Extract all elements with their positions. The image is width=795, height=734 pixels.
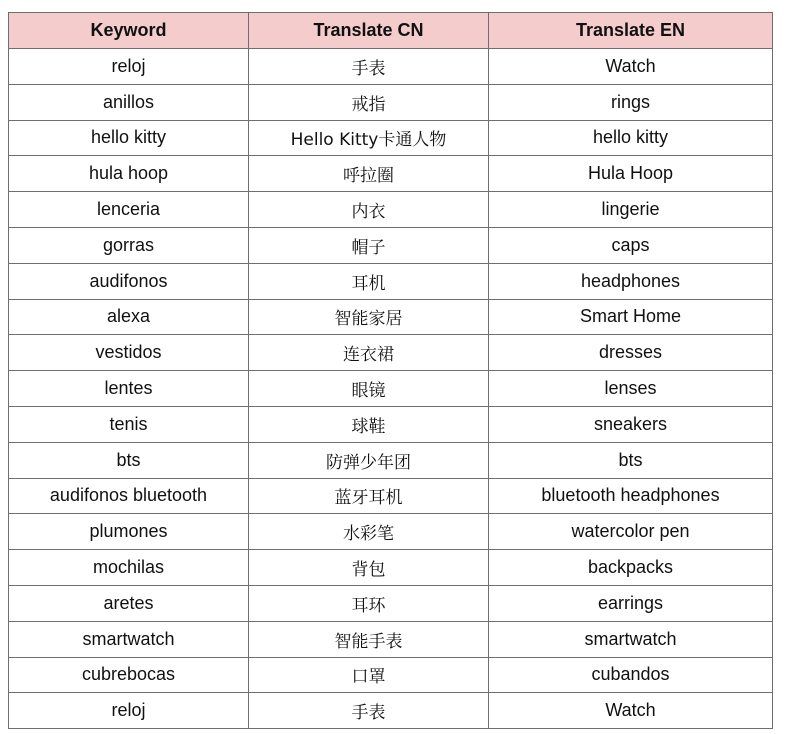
keyword-cell: audifonos (9, 263, 249, 299)
translate-cn-cell: 手表 (249, 693, 489, 729)
translate-en-cell: caps (489, 227, 773, 263)
translate-cn-cell: 蓝牙耳机 (249, 478, 489, 514)
table-row (9, 335, 773, 371)
table-row (9, 371, 773, 407)
translate-en-cell: Hula Hoop (489, 156, 773, 192)
translate-en-cell: lingerie (489, 192, 773, 228)
translate-cn-cell: 手表 (249, 49, 489, 85)
keyword-cell: hula hoop (9, 156, 249, 192)
translate-en-cell: rings (489, 84, 773, 120)
keyword-translation-sheet (8, 12, 772, 729)
translate-en-cell: earrings (489, 585, 773, 621)
table-row (9, 227, 773, 263)
table-row (9, 621, 773, 657)
keyword-cell: lentes (9, 371, 249, 407)
table-row (9, 49, 773, 85)
keyword-cell: vestidos (9, 335, 249, 371)
translate-en-cell: dresses (489, 335, 773, 371)
table-row (9, 693, 773, 729)
keyword-cell: alexa (9, 299, 249, 335)
table-row (9, 84, 773, 120)
translate-en-cell: smartwatch (489, 621, 773, 657)
header-keyword: Keyword (9, 13, 249, 49)
translate-cn-cell: 球鞋 (249, 406, 489, 442)
keyword-cell: lenceria (9, 192, 249, 228)
translate-en-cell: cubandos (489, 657, 773, 693)
translate-en-cell: bts (489, 442, 773, 478)
table-row (9, 192, 773, 228)
table-row (9, 442, 773, 478)
table-row (9, 514, 773, 550)
translate-cn-cell: 眼镜 (249, 371, 489, 407)
table-body (9, 49, 773, 729)
table-row (9, 120, 773, 156)
table-header (9, 13, 773, 49)
table-row (9, 657, 773, 693)
translate-cn-cell: 智能家居 (249, 299, 489, 335)
table-row (9, 263, 773, 299)
translate-en-cell: Watch (489, 49, 773, 85)
keyword-cell: mochilas (9, 550, 249, 586)
translate-cn-cell: 帽子 (249, 227, 489, 263)
table-row (9, 156, 773, 192)
keyword-cell: audifonos bluetooth (9, 478, 249, 514)
translate-cn-cell: 内衣 (249, 192, 489, 228)
translate-cn-cell: 口罩 (249, 657, 489, 693)
keyword-cell: aretes (9, 585, 249, 621)
table-row (9, 299, 773, 335)
keyword-translation-table (8, 12, 773, 729)
keyword-cell: bts (9, 442, 249, 478)
table-row (9, 406, 773, 442)
translate-en-cell: headphones (489, 263, 773, 299)
translate-en-cell: bluetooth headphones (489, 478, 773, 514)
keyword-cell: gorras (9, 227, 249, 263)
header-translate-cn: Translate CN (249, 13, 489, 49)
table-row (9, 478, 773, 514)
keyword-cell: plumones (9, 514, 249, 550)
header-translate-en: Translate EN (489, 13, 773, 49)
header-row (9, 13, 773, 49)
translate-en-cell: backpacks (489, 550, 773, 586)
keyword-cell: hello kitty (9, 120, 249, 156)
table-row (9, 585, 773, 621)
keyword-cell: smartwatch (9, 621, 249, 657)
translate-cn-cell: 呼拉圈 (249, 156, 489, 192)
translate-en-cell: lenses (489, 371, 773, 407)
translate-en-cell: sneakers (489, 406, 773, 442)
translate-en-cell: hello kitty (489, 120, 773, 156)
translate-cn-cell: Hello Kitty卡通人物 (249, 120, 489, 156)
keyword-cell: cubrebocas (9, 657, 249, 693)
translate-cn-cell: 背包 (249, 550, 489, 586)
table-row (9, 550, 773, 586)
translate-cn-cell: 防弹少年团 (249, 442, 489, 478)
keyword-cell: reloj (9, 49, 249, 85)
translate-en-cell: watercolor pen (489, 514, 773, 550)
keyword-cell: reloj (9, 693, 249, 729)
translate-cn-cell: 耳机 (249, 263, 489, 299)
translate-cn-cell: 水彩笔 (249, 514, 489, 550)
keyword-cell: anillos (9, 84, 249, 120)
translate-en-cell: Watch (489, 693, 773, 729)
keyword-cell: tenis (9, 406, 249, 442)
translate-cn-cell: 连衣裙 (249, 335, 489, 371)
translate-cn-cell: 耳环 (249, 585, 489, 621)
translate-cn-cell: 智能手表 (249, 621, 489, 657)
translate-en-cell: Smart Home (489, 299, 773, 335)
translate-cn-cell: 戒指 (249, 84, 489, 120)
